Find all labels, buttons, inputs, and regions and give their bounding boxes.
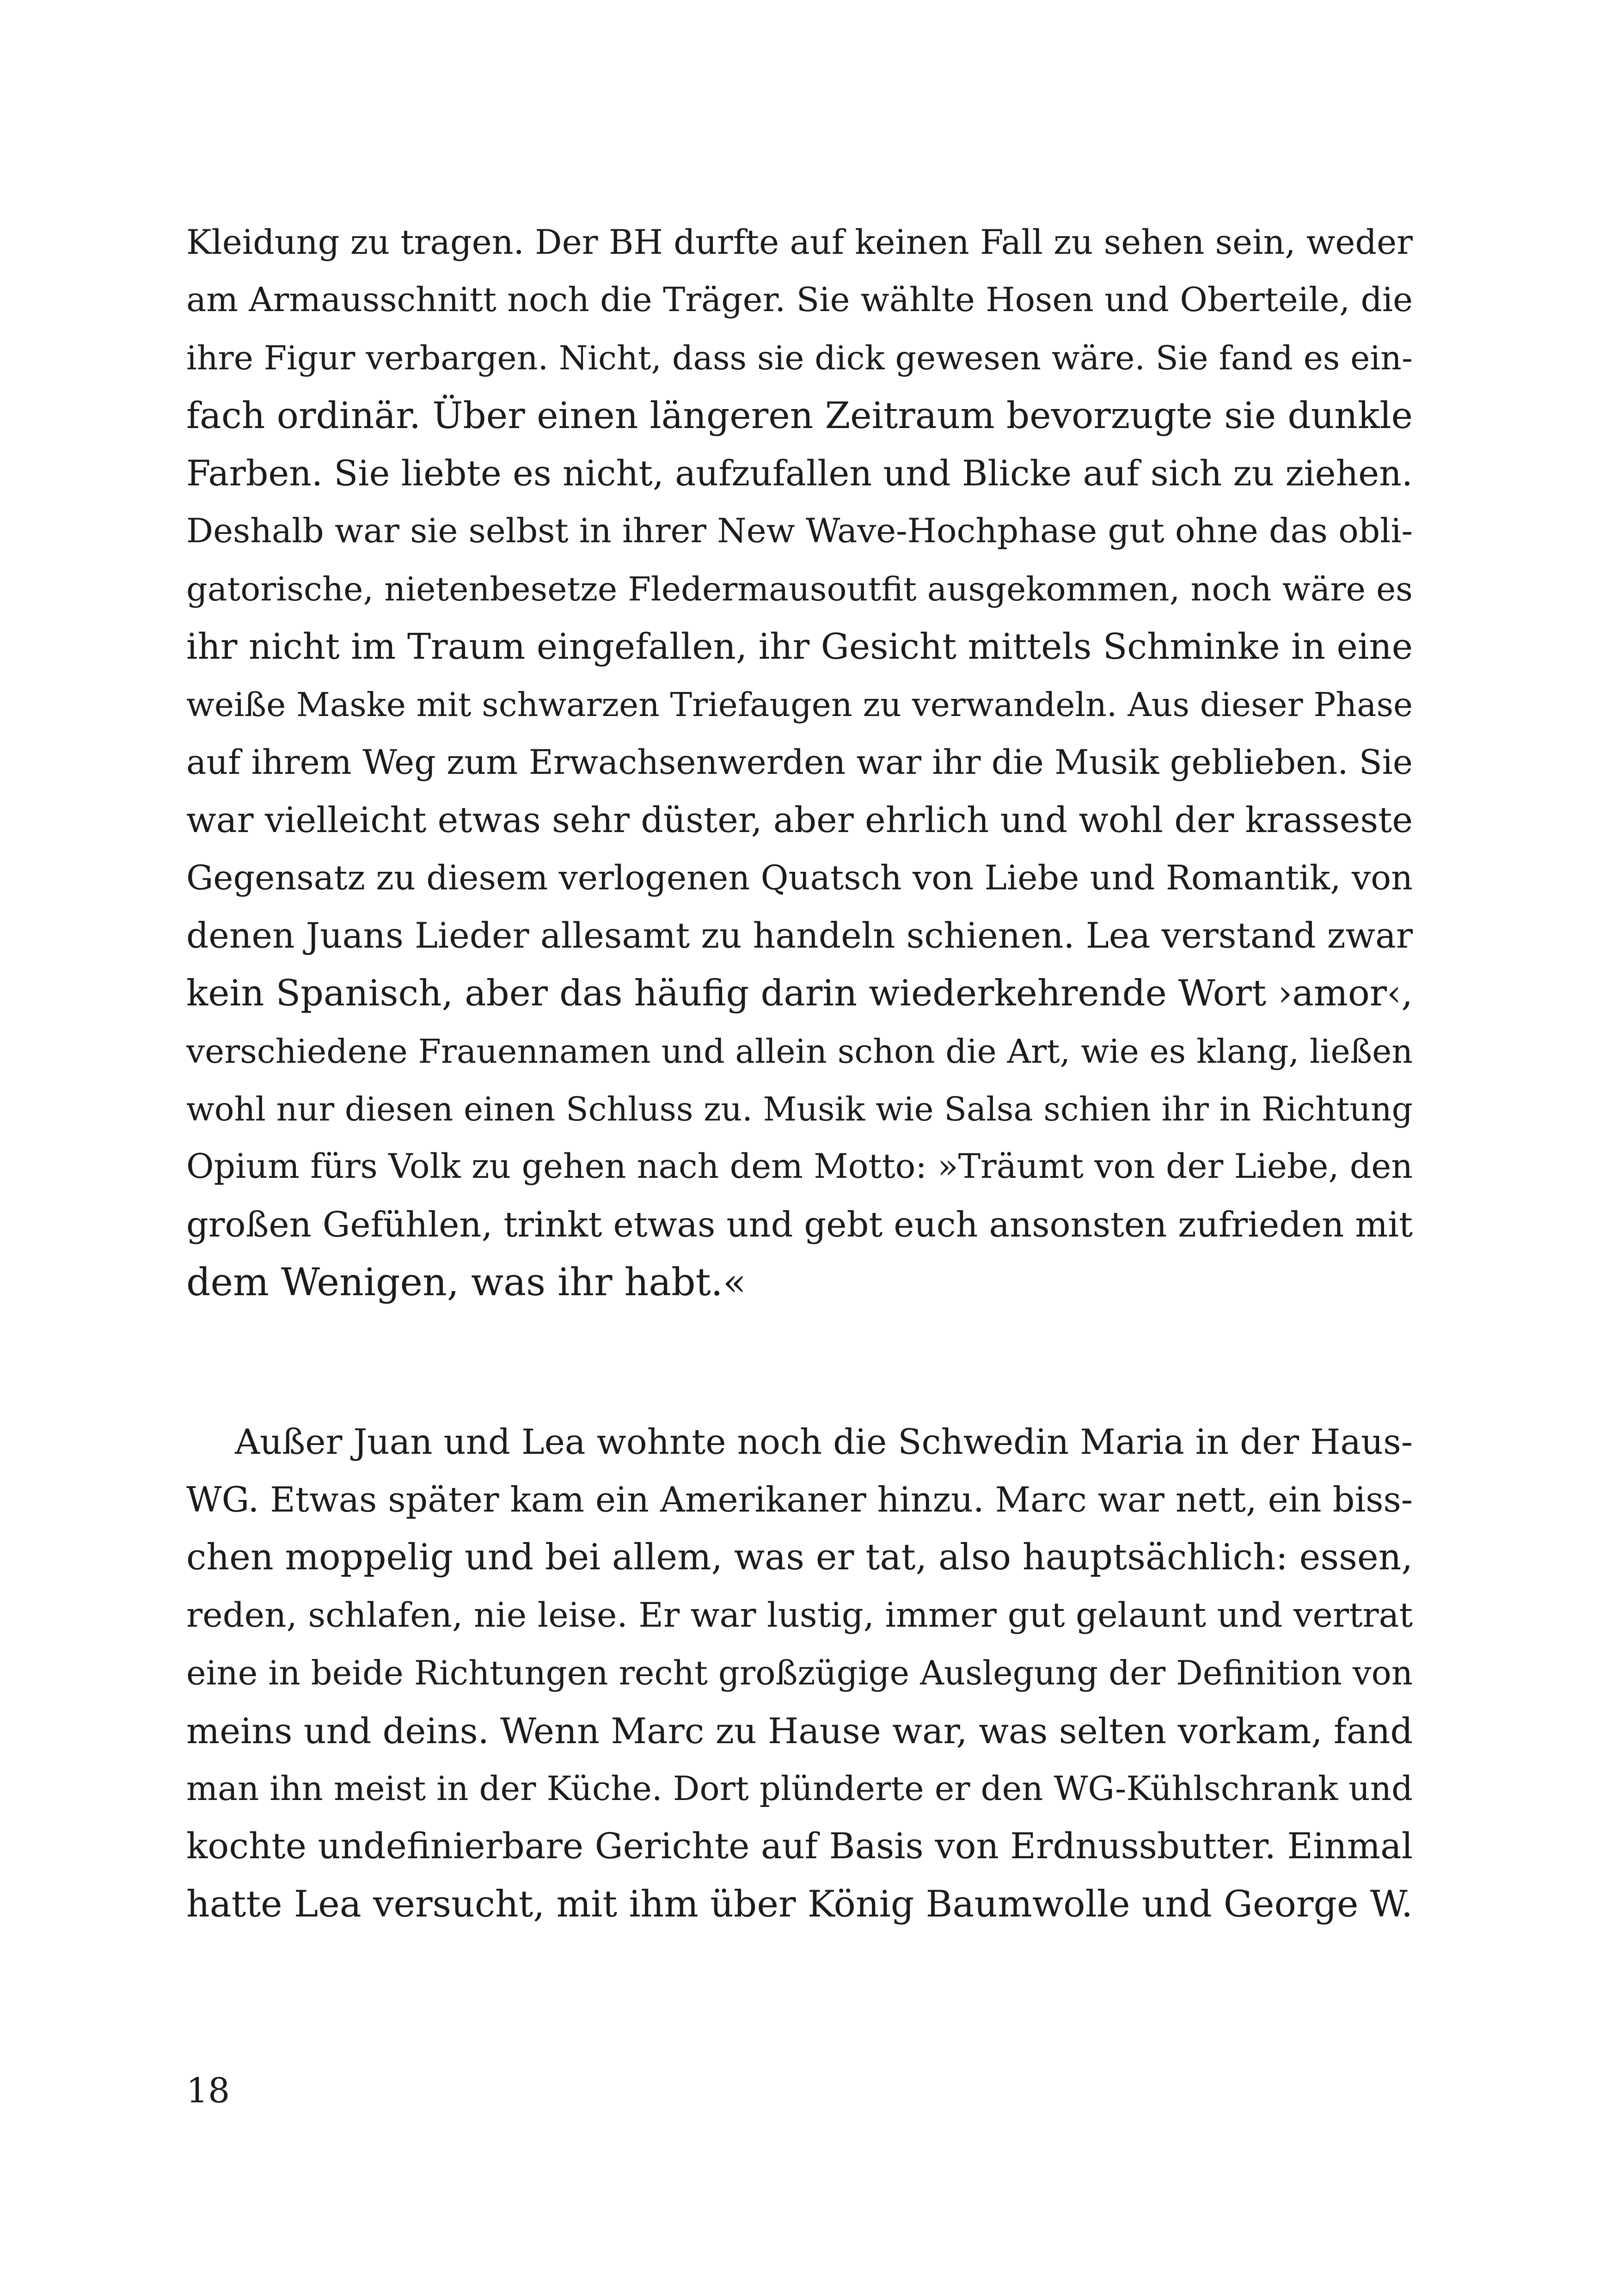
text-line: ihre Figur verbargen. Nicht, dass sie dick gewesen wäre. Sie fand es ein- xyxy=(186,339,1413,377)
text-line: kein Spanisch, aber das häufig darin wiederkehrende Wort ›amor‹, xyxy=(186,973,1413,1014)
text-line: WG. Etwas später kam ein Amerikaner hinzu. Marc war nett, ein biss- xyxy=(186,1480,1413,1520)
text-line: man ihn meist in der Küche. Dort plünderte er den WG-Kühlschrank und xyxy=(186,1769,1413,1808)
text-line: Deshalb war sie selbst in ihrer New Wave-Hochphase gut ohne das obli- xyxy=(186,512,1413,551)
text-line: reden, schlafen, nie leise. Er war lustig, immer gut gelaunt und vertrat xyxy=(186,1596,1413,1635)
text-line: fach ordinär. Über einen längeren Zeitraum bevorzugte sie dunkle xyxy=(186,394,1413,437)
text-line: chen moppelig und bei allem, was er tat, also hauptsächlich: essen, xyxy=(186,1537,1413,1578)
text-line: Außer Juan und Lea wohnte noch die Schwedin Maria in der Haus- xyxy=(235,1421,1413,1462)
text-line: denen Juans Lieder allesamt zu handeln schienen. Lea verstand zwar xyxy=(186,915,1413,956)
text-line: meins und deins. Wenn Marc zu Hause war, was selten vorkam, fand xyxy=(186,1710,1413,1751)
text-line: am Armausschnitt noch die Träger. Sie wählte Hosen und Oberteile, die xyxy=(186,281,1413,319)
paragraph-2 xyxy=(186,1413,1413,1933)
text-line: eine in beide Richtungen recht großzügige Auslegung der Definition von xyxy=(186,1653,1413,1692)
text-line: weiße Maske mit schwarzen Triefaugen zu verwandeln. Aus dieser Phase xyxy=(186,686,1413,724)
text-line: war vielleicht etwas sehr düster, aber ehrlich und wohl der krasseste xyxy=(186,800,1413,840)
text-line: gatorische, nietenbesetze Fledermausoutfit ausgekommen, noch wäre es xyxy=(186,570,1413,608)
text-line: großen Gefühlen, trinkt etwas und gebt euch ansonsten zufrieden mit xyxy=(186,1205,1413,1245)
text-line: verschiedene Frauennamen und allein schon die Art, wie es klang, ließen xyxy=(186,1032,1413,1071)
paragraph-1 xyxy=(186,214,1413,1311)
text-line: wohl nur diesen einen Schluss zu. Musik wie Salsa schien ihr in Richtung xyxy=(186,1090,1413,1128)
text-line: Opium fürs Volk zu gehen nach dem Motto: »Träumt von der Liebe, den xyxy=(186,1147,1413,1186)
text-line: dem Wenigen, was ihr habt.« xyxy=(186,1261,746,1304)
text-line: Gegensatz zu diesem verlogenen Quatsch von Liebe und Romantik, von xyxy=(186,858,1413,898)
text-line: kochte undefinierbare Gerichte auf Basis von Erdnussbutter. Einmal xyxy=(186,1826,1413,1867)
text-line: auf ihrem Weg zum Erwachsenwerden war ihr die Musik geblieben. Sie xyxy=(186,743,1413,782)
text-line: ihr nicht im Traum eingefallen, ihr Gesicht mittels Schminke in eine xyxy=(186,626,1413,667)
text-line: Farben. Sie liebte es nicht, aufzufallen und Blicke auf sich zu ziehen. xyxy=(186,453,1413,494)
page-number: 18 xyxy=(186,2071,230,2111)
text-line: hatte Lea versucht, mit ihm über König Baumwolle und George W. xyxy=(186,1883,1413,1925)
text-line: Kleidung zu tragen. Der BH durfte auf keinen Fall zu sehen sein, weder xyxy=(186,223,1413,262)
